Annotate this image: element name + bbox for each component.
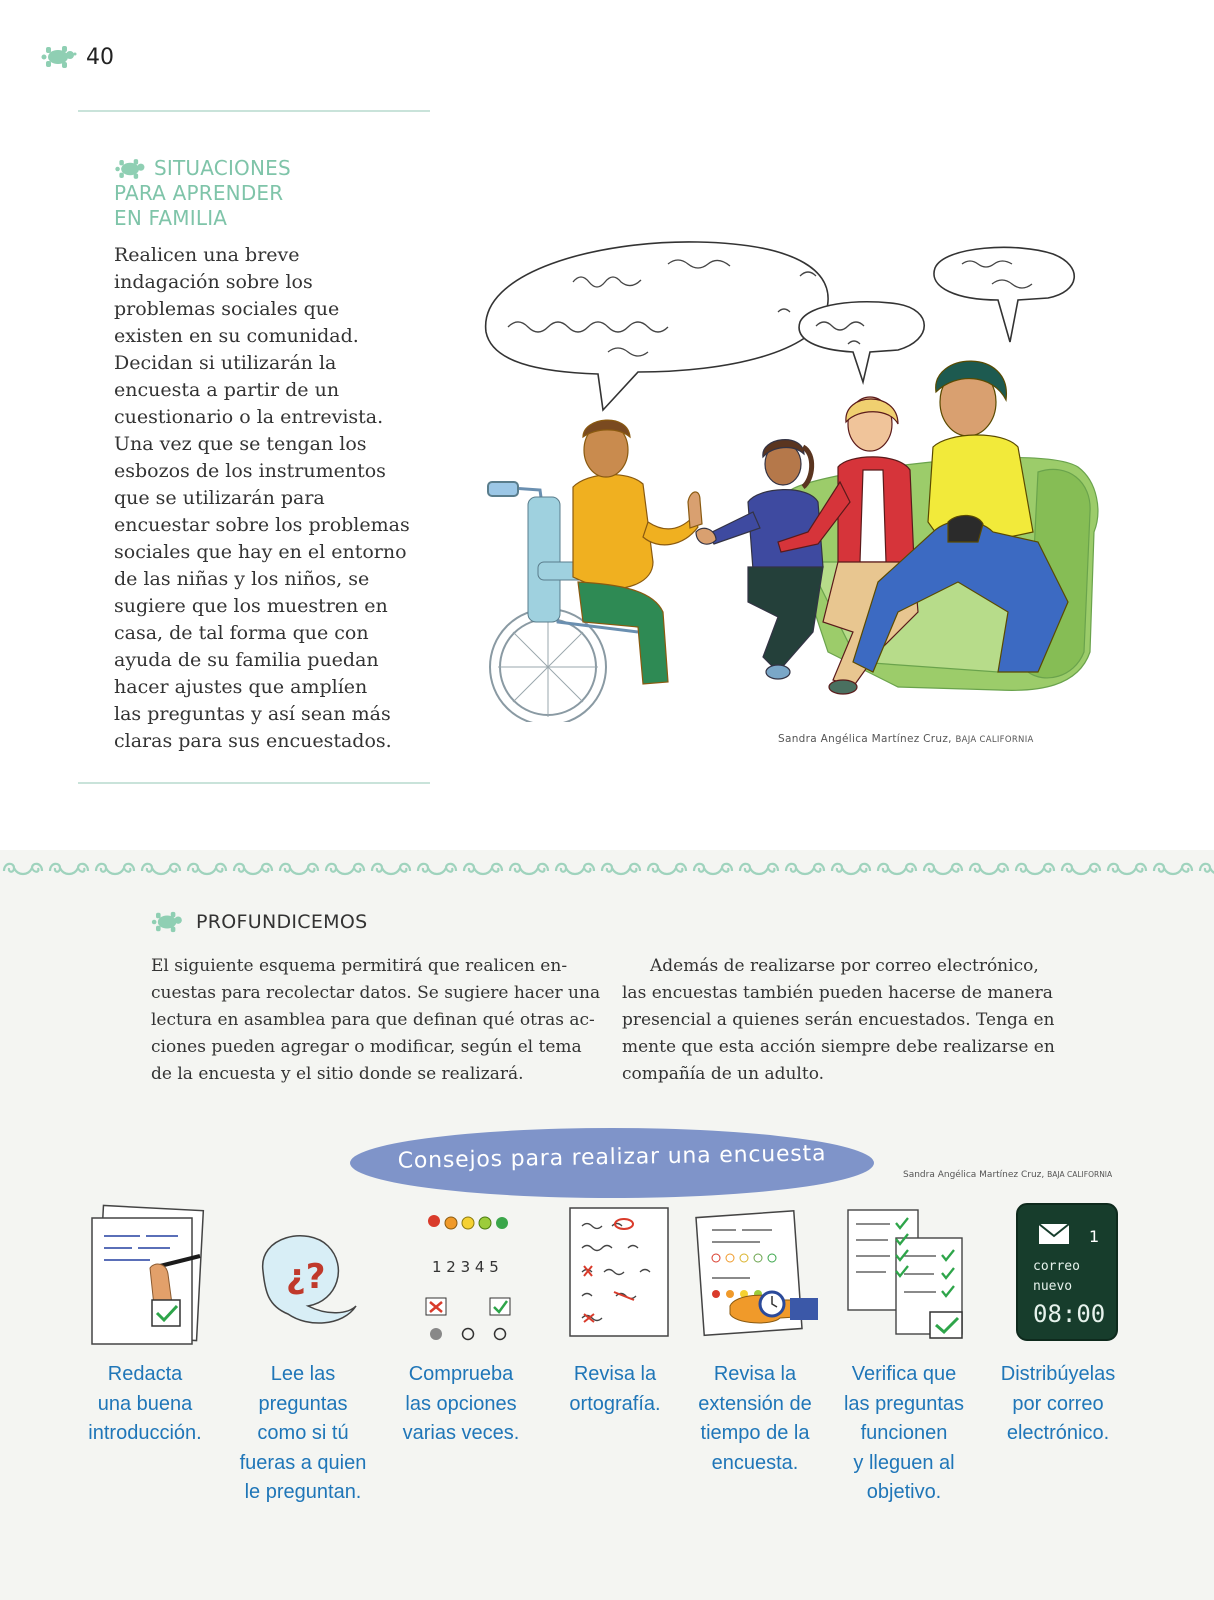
tip-line: encuesta.	[711, 1451, 799, 1474]
stopwatch-sheet-icon	[680, 1196, 830, 1346]
text-line: compañía de un adulto.	[622, 1064, 825, 1084]
tip-line: objetivo.	[866, 1481, 942, 1503]
tip-line: Comprueba	[408, 1363, 514, 1385]
text-line: Además de realizarse por correo electrónico,	[650, 956, 1039, 976]
text-line: de la encuesta y el sitio donde se realizará.	[151, 1064, 524, 1084]
credit-name: Sandra Angélica Martínez Cruz,	[903, 1170, 1048, 1180]
tip-item	[228, 1196, 378, 1503]
tip-line: introducción.	[88, 1422, 202, 1444]
turtle-glyph-icon	[114, 157, 148, 181]
number-row: 1 2 3 4 5	[432, 1258, 499, 1276]
tip-label	[983, 1360, 1133, 1449]
text-line: sugiere que los muestren en	[114, 595, 388, 617]
tip-line: tiempo de la	[700, 1422, 810, 1444]
family-paragraph	[114, 242, 444, 755]
tip-item	[833, 1196, 983, 1503]
tip-label	[228, 1360, 378, 1508]
family-title-line: PARA APRENDER	[114, 181, 284, 205]
text-line: sociales que hay en el entorno	[114, 541, 407, 563]
credit-region: BAJA CALIFORNIA	[1047, 1170, 1113, 1179]
phone-text-line: correo	[1033, 1259, 1080, 1274]
profundicemos-heading	[150, 910, 367, 934]
tip-label	[680, 1360, 830, 1478]
tip-line: una buena	[97, 1392, 193, 1415]
page-number-header	[40, 44, 114, 70]
phone-text-line: 08:00	[1033, 1300, 1106, 1328]
question-bubble-icon	[238, 1196, 368, 1346]
tip-item	[680, 1196, 830, 1474]
text-line: claras para sus encuestados.	[114, 730, 392, 752]
text-line: El siguiente esquema permitirá que realicen en-	[151, 956, 568, 976]
checked-sheets-icon	[838, 1196, 978, 1346]
tip-line: funcionen	[860, 1422, 948, 1444]
phone-text-line: nuevo	[1033, 1279, 1073, 1294]
text-line: Realicen una breve	[114, 244, 300, 266]
text-line: las encuestas también pueden hacerse de manera	[622, 983, 1053, 1003]
tip-line: Revisa la	[713, 1363, 797, 1385]
tip-line: le preguntan.	[244, 1481, 362, 1503]
credit-region: BAJA CALIFORNIA	[955, 735, 1034, 745]
survey-tips-row	[0, 1196, 1214, 1596]
text-line: cuestas para recolectar datos. Se sugiere hacer una	[151, 983, 601, 1003]
tip-label	[540, 1360, 690, 1419]
text-line: que se utilizarán para	[114, 487, 325, 509]
family-conversation-illustration	[478, 232, 1118, 722]
consejos-credit	[903, 1170, 1112, 1180]
wave-pattern-border	[0, 854, 1214, 882]
family-section-title	[114, 156, 291, 231]
family-title-line: EN FAMILIA	[114, 206, 228, 230]
phone-badge: 1	[1089, 1227, 1100, 1246]
tip-line: electrónico.	[1006, 1422, 1110, 1444]
spelling-sheet-icon	[550, 1196, 680, 1346]
text-line: existen en su comunidad.	[114, 325, 359, 347]
text-line: encuestar sobre los problemas	[114, 514, 410, 536]
text-line: mente que esta acción siempre debe realizarse en	[622, 1037, 1055, 1057]
tip-line: Redacta	[107, 1363, 183, 1385]
tip-line: y lleguen al	[853, 1451, 955, 1474]
text-line: problemas sociales que	[114, 298, 340, 320]
phone-email-icon	[1003, 1196, 1133, 1346]
turtle-glyph-icon	[150, 910, 186, 934]
profundicemos-title: PROFUNDICEMOS	[196, 911, 368, 933]
tip-line: fueras a quien	[239, 1451, 367, 1474]
profundicemos-right-paragraph	[622, 953, 1054, 1088]
tip-line: ortografía.	[569, 1392, 661, 1415]
tip-line: como si tú	[257, 1422, 349, 1444]
letter-draft-icon	[80, 1196, 210, 1346]
tip-item	[70, 1196, 220, 1444]
answer-options-icon	[396, 1196, 526, 1346]
tip-item	[386, 1196, 536, 1444]
tip-line: Verifica que	[851, 1363, 957, 1385]
text-line: indagación sobre los	[114, 271, 313, 293]
tip-label	[386, 1360, 536, 1449]
credit-name: Sandra Angélica Martínez Cruz,	[778, 733, 956, 745]
tip-line: las opciones	[405, 1392, 517, 1415]
text-line: esbozos de los instrumentos	[114, 460, 386, 482]
consejos-title: Consejos para realizar una encuesta	[397, 1141, 827, 1174]
text-line: de las niñas y los niños, se	[114, 568, 370, 590]
tip-label	[829, 1360, 979, 1508]
svg-text:¿?: ¿?	[286, 1257, 326, 1297]
text-line: lectura en asamblea para que definan qué otras ac-	[151, 1010, 595, 1030]
text-line: presencial a quienes serán encuestados. Tenga en	[622, 1010, 1055, 1030]
page-number: 40	[86, 44, 114, 70]
tip-item	[540, 1196, 690, 1415]
text-line: ayuda de su familia puedan	[114, 649, 379, 671]
tip-line: Lee las	[270, 1363, 336, 1385]
text-line: hacer ajustes que amplíen	[114, 676, 368, 698]
family-title-line: SITUACIONES	[154, 156, 291, 180]
tip-label	[70, 1360, 220, 1449]
tip-item	[993, 1196, 1143, 1444]
profundicemos-left-paragraph	[151, 953, 601, 1088]
tip-line: Distribúyelas	[1000, 1363, 1116, 1385]
text-line: Una vez que se tengan los	[114, 433, 367, 455]
text-line: las preguntas y así sean más	[114, 703, 391, 725]
text-line: casa, de tal forma que con	[114, 622, 369, 644]
turtle-glyph-icon	[40, 44, 78, 70]
family-situations-box	[78, 110, 430, 784]
tip-line: Revisa la	[573, 1363, 657, 1385]
text-line: Decidan si utilizarán la	[114, 352, 337, 374]
tip-line: extensión de	[698, 1392, 812, 1415]
tip-line: preguntas	[258, 1392, 348, 1415]
text-line: cuestionario o la entrevista.	[114, 406, 384, 428]
tip-line: por correo	[1012, 1392, 1104, 1415]
tip-line: varias veces.	[402, 1422, 520, 1444]
tip-line: las preguntas	[843, 1392, 965, 1415]
text-line: ciones pueden agregar o modificar, según el tema	[151, 1037, 582, 1057]
illustration-credit	[778, 733, 1034, 745]
text-line: encuesta a partir de un	[114, 379, 340, 401]
